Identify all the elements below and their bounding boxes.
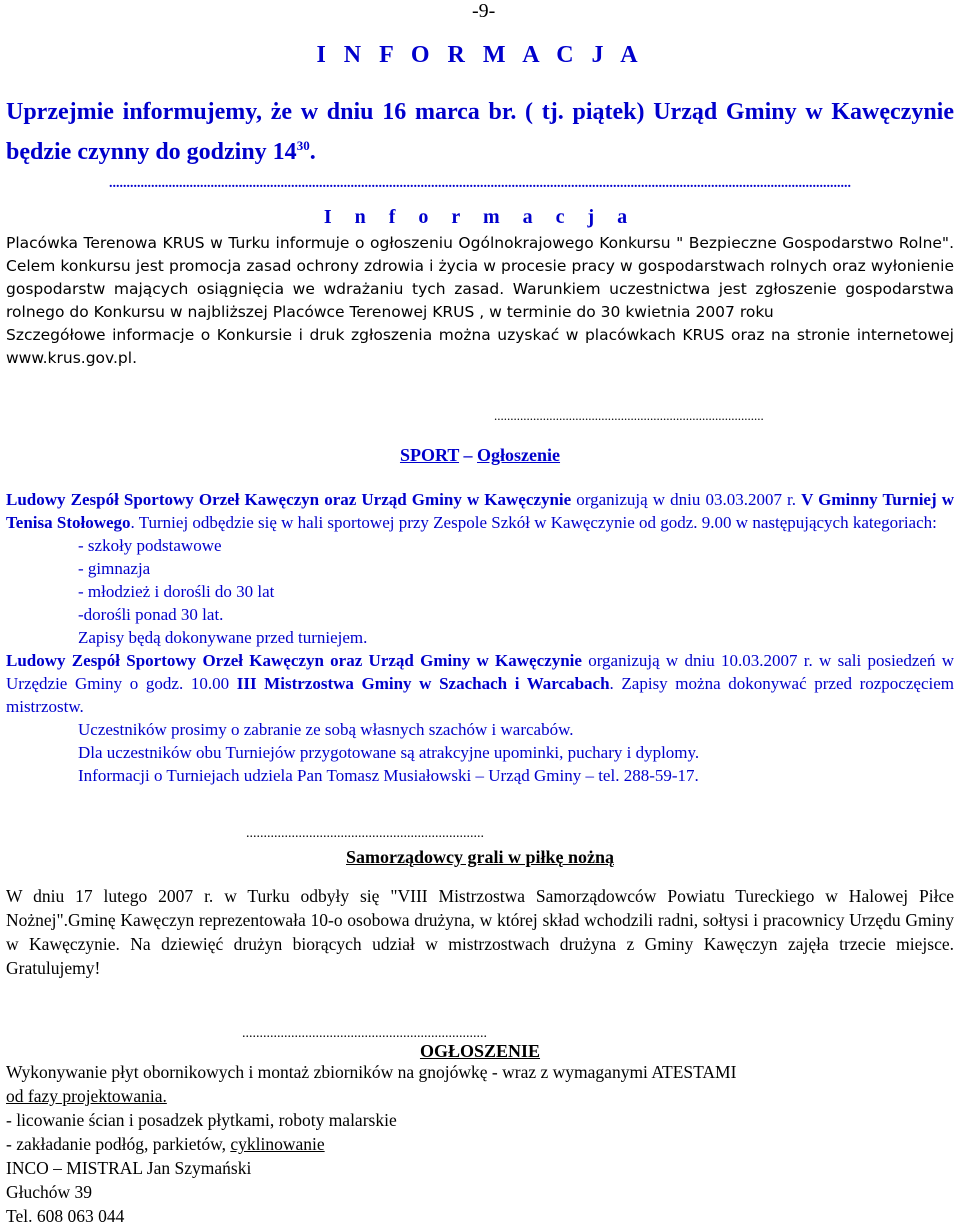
sport-note-prizes: Dla uczestników obu Turniejów przygotowane są atrakcyjne upominki, puchary i dyplomy. bbox=[78, 743, 700, 762]
sport-p1-event: V Gminny Turniej w Tenisa Stołowego bbox=[6, 490, 954, 532]
sport-paragraph-1 bbox=[6, 488, 954, 534]
ogloszenie-section-body bbox=[6, 1060, 954, 1228]
krus-section-body bbox=[6, 232, 954, 370]
list-item: - szkoły podstawowe bbox=[78, 536, 222, 555]
sport-section-title bbox=[6, 444, 954, 467]
ogloszenie-line-4 bbox=[6, 1132, 954, 1156]
samorzad-section-body: W dniu 17 lutego 2007 r. w Turku odbyły się "VIII Mistrzostwa Samorządowców Powiatu Tureckiego w Halowej Piłce Nożnej".Gminę Kawęczyn reprezentowała 10-o osobowa drużyna, w której skład wchodzili radni, sołtysi i pracownicy Urzędu Gminy w Kawęczynie. Na dziewięć drużyn biorących udział w mistrzostwach drużyna z Gminy Kawęczyn zajęła trzecie miejsce. Gratulujemy! bbox=[6, 886, 954, 978]
main-title: I N F O R M A C J A bbox=[316, 42, 644, 68]
separator-dots-2: ................................................................................... bbox=[494, 408, 764, 423]
sport-registration-note: Zapisy będą dokonywane przed turniejem. bbox=[78, 628, 368, 647]
ogloszenie-company: INCO – MISTRAL Jan Szymański bbox=[6, 1158, 252, 1178]
sport-p2-organizers: Ludowy Zespół Sportowy Orzeł Kawęczyn oraz Urząd Gminy w Kawęczynie bbox=[6, 651, 582, 670]
sport-paragraph-2 bbox=[6, 649, 954, 718]
sport-note-contact: Informacji o Turniejach udziela Pan Tomasz Musiałowski – Urząd Gminy – tel. 288-59-17. bbox=[78, 766, 699, 785]
sport-p2-event: III Mistrzostwa Gminy w Szachach i Warcabach bbox=[236, 674, 610, 693]
sport-title-announcement: Ogłoszenie bbox=[477, 445, 561, 465]
page-number: -9- bbox=[472, 0, 496, 22]
ogloszenie-line-4-text: - zakładanie podłóg, parkietów, bbox=[6, 1134, 231, 1154]
ogloszenie-line-4-underlined: cyklinowanie bbox=[230, 1134, 325, 1154]
krus-paragraph-1: Placówka Terenowa KRUS w Turku informuje o ogłoszeniu Ogólnokrajowego Konkursu " Bezpieczne Gospodarstwo Rolne". Celem konkursu jest promocja zasad ochrony zdrowia i życia w procesie pracy w gospodarstwach rolnych oraz wyłonienie gospodarstw mających osiągnięcia we wdrażaniu tych zasad. Warunkiem uczestnictwa jest zgłoszenie gospodarstwa rolnego do Konkursu w najbliższej Placówce Terenowej KRUS , w terminie do 30 kwietnia 2007 roku bbox=[6, 234, 954, 321]
intro-announcement bbox=[6, 96, 954, 169]
list-item: -dorośli ponad 30 lat. bbox=[78, 605, 224, 624]
sport-p1-organizers: Ludowy Zespół Sportowy Orzeł Kawęczyn oraz Urząd Gminy w Kawęczynie bbox=[6, 490, 572, 509]
separator-dots-3: .................................................................... bbox=[246, 826, 484, 841]
sport-title-dash: – bbox=[459, 445, 478, 465]
separator-dots-1: .................................................................................................................................................................................................................... bbox=[109, 176, 851, 191]
ogloszenie-address: Głuchów 39 bbox=[6, 1182, 93, 1202]
separator-dots-4: ...................................................................... bbox=[242, 1026, 487, 1041]
ogloszenie-phone: Tel. 608 063 044 bbox=[6, 1206, 125, 1226]
sport-note-chess: Uczestników prosimy o zabranie ze sobą własnych szachów i warcabów. bbox=[78, 720, 574, 739]
sport-p1-details: . Turniej odbędzie się w hali sportowej przy Zespole Szkół w Kawęczynie od godz. 9.00 w następujących kategoriach: bbox=[130, 513, 937, 532]
intro-superscript: 30 bbox=[296, 138, 310, 153]
sport-p1-text: organizują w dniu 03.03.2007 r. bbox=[571, 490, 802, 509]
sport-section-body bbox=[6, 488, 954, 787]
intro-end: . bbox=[309, 139, 316, 165]
sport-p2-details: . Zapisy można dokonywać przed rozpoczęciem mistrzostw. bbox=[6, 674, 954, 716]
samorzad-section-title: Samorządowcy grali w piłkę nożną bbox=[346, 847, 614, 867]
list-item: - młodzież i dorośli do 30 lat bbox=[78, 582, 275, 601]
ogloszenie-line-3: - licowanie ścian i posadzek płytkami, roboty malarskie bbox=[6, 1110, 397, 1130]
ogloszenie-line-2: od fazy projektowania. bbox=[6, 1086, 167, 1106]
sport-title-sport: SPORT bbox=[399, 445, 460, 465]
intro-text: Uprzejmie informujemy, że w dniu 16 marca br. ( tj. piątek) Urząd Gminy w Kawęczynie będzie czynny do godziny 14 bbox=[6, 99, 954, 165]
sport-category-list bbox=[78, 534, 954, 649]
ogloszenie-line-1: Wykonywanie płyt obornikowych i montaż zbiorników na gnojówkę - wraz z wymaganymi ATESTAMI bbox=[6, 1062, 737, 1082]
ogloszenie-section-title: OGŁOSZENIE bbox=[419, 1041, 541, 1061]
krus-section-title: I n f o r m a c j a bbox=[323, 206, 637, 228]
sport-p2-text: organizują w dniu 10.03.2007 r. w sali posiedzeń w Urzędzie Gminy o godz. 10.00 bbox=[6, 651, 954, 693]
krus-paragraph-2: Szczegółowe informacje o Konkursie i druk zgłoszenia można uzyskać w placówkach KRUS oraz na stronie internetowej www.krus.gov.pl. bbox=[6, 326, 954, 367]
list-item: - gimnazja bbox=[78, 559, 151, 578]
